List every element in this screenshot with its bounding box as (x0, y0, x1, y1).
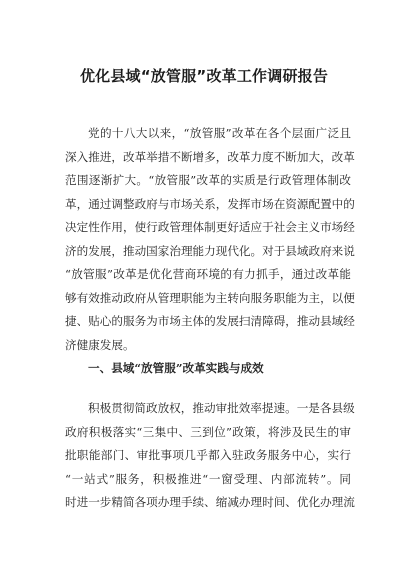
paragraph-line: 批职能部门、审批事项几乎都入驻政务服务中心，实行 (65, 448, 351, 462)
paragraph-line: 够有效推动政府从管理职能为主转向服务职能为主，以便 (65, 290, 355, 305)
paragraph-line: 积极贯彻简政放权，推动审批效率提速。一是各县级 (88, 401, 355, 415)
paragraph-line: 决定性作用，使行政管理体制更好适应于社会主义市场经 (65, 220, 355, 234)
paragraph-line: 捷、贴心的服务为市场主体的发展扫清障碍，推动县域经 (65, 314, 355, 328)
paragraph-line: “放管服”改革是优化营商环境的有力抓手，通过改革能 (65, 267, 351, 281)
paragraph-line: 济健康发展。 (65, 337, 135, 352)
section-heading: 一、县域“放管服”改革实践与成效 (88, 361, 264, 375)
paragraph-line: 范围逐渐扩大。“放管服”改革的实质是行政管理体制改 (65, 173, 351, 187)
paragraph-line: 党的十八大以来，“放管服”改革在各个层面广泛且 (88, 126, 351, 140)
paragraph-line: “一站式”服务，积极推进“一窗受理、内部流转”。同 (65, 471, 351, 486)
paragraph-line: 政府积极落实“三集中、三到位”政策，将涉及民生的审 (65, 424, 351, 439)
paragraph-line: 革，通过调整政府与市场关系，发挥市场在资源配置中的 (65, 196, 355, 211)
intro-paragraph (65, 122, 355, 357)
section1-paragraph (65, 397, 355, 515)
paragraph-line: 时进一步精简各项办理手续、缩减办理时间、优化办理流 (65, 495, 355, 509)
paragraph-line: 济的发展，推动国家治理能力现代化。对于县域政府来说 (65, 243, 355, 258)
paragraph-line: 深入推进，改革举措不断增多，改革力度不断加大，改革 (65, 149, 355, 164)
document-title: 优化县域“放管服”改革工作调研报告 (79, 67, 329, 85)
